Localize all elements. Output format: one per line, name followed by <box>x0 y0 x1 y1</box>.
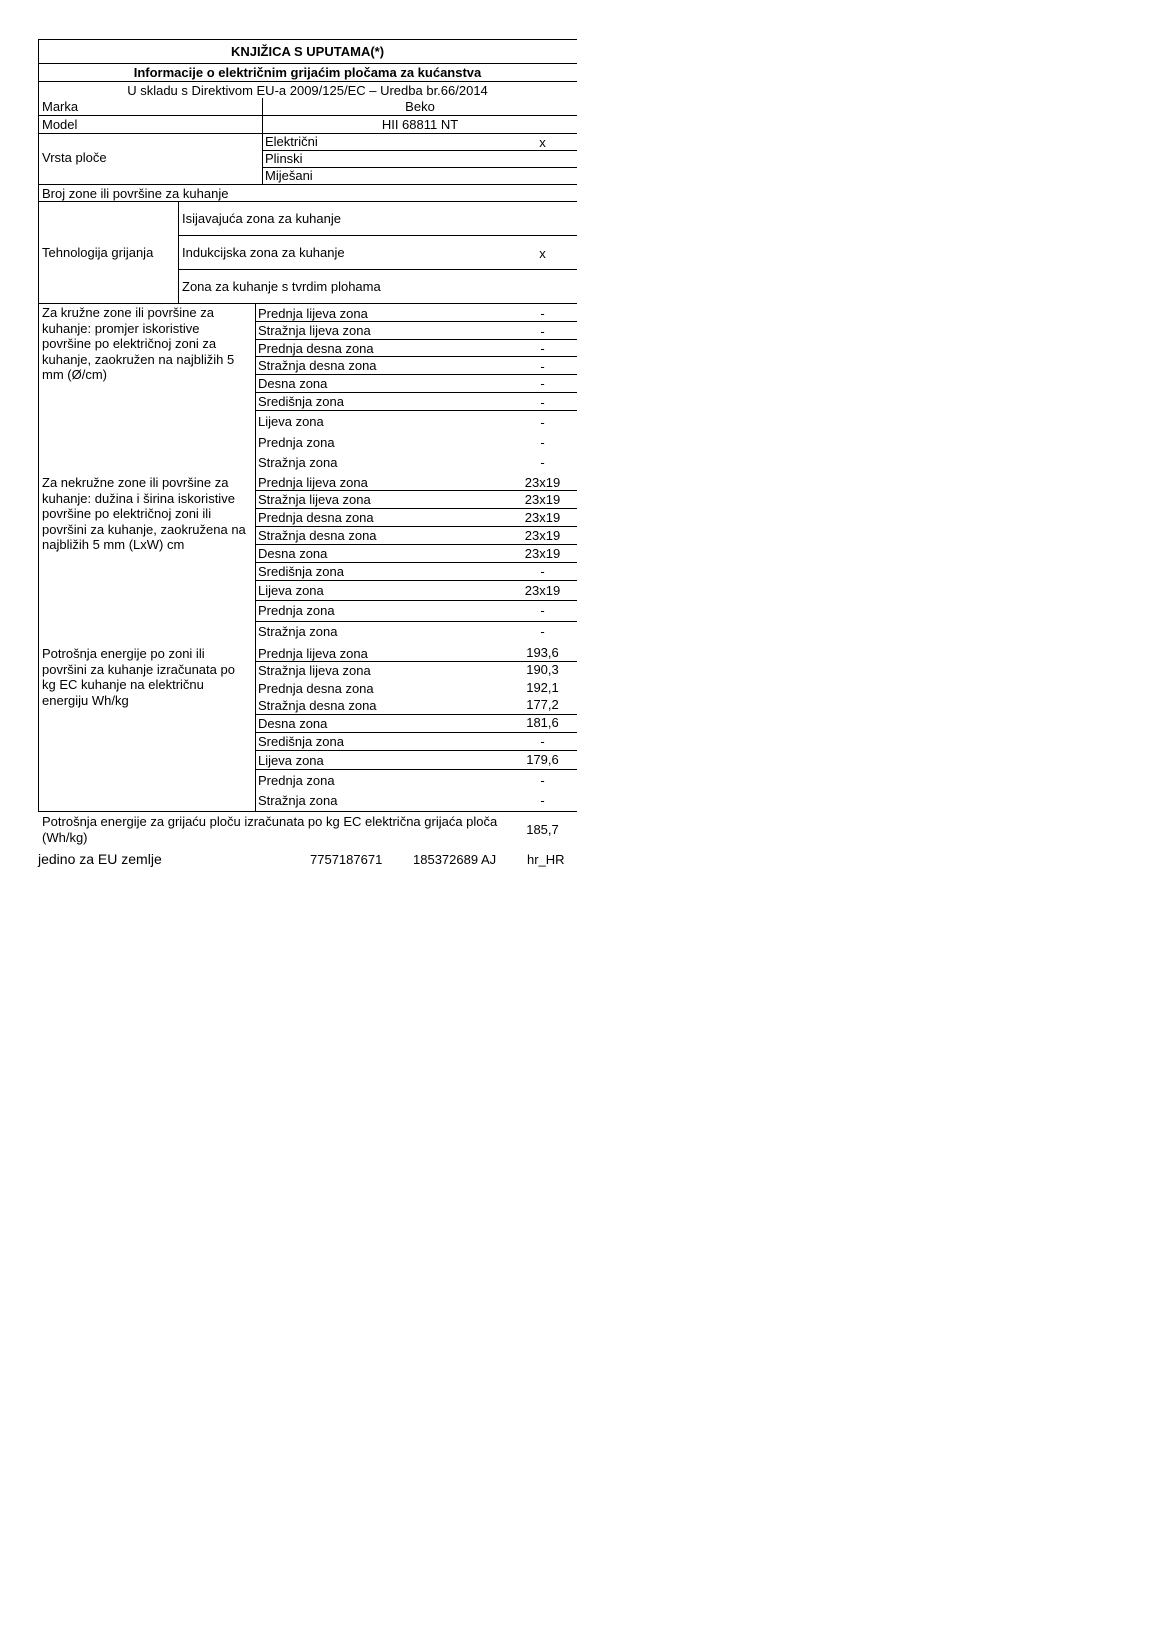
zone-value: 181,6 <box>526 715 559 730</box>
hob-type-label: Vrsta ploče <box>42 150 107 165</box>
zone-name: Desna zona <box>258 546 328 561</box>
rule <box>255 303 256 812</box>
rule <box>255 732 577 733</box>
rule <box>255 580 577 581</box>
rule <box>255 600 577 601</box>
zone-name: Stražnja zona <box>258 624 338 639</box>
zone-name: Stražnja desna zona <box>258 698 377 713</box>
zone-value: - <box>540 435 545 450</box>
rule <box>255 356 577 357</box>
rule <box>178 269 577 270</box>
energy-label: Potrošnja energije po zoni ili površini za kuhanje izračunata po kg EC kuhanje na električnu energiju Wh/kg <box>42 646 235 708</box>
rule <box>178 201 179 303</box>
heating-tech-option: Indukcijska zona za kuhanje <box>182 245 345 260</box>
rule <box>255 562 577 563</box>
zone-name: Prednja lijeva zona <box>258 475 368 490</box>
hob-type-option: Plinski <box>265 151 303 166</box>
zones-count-label: Broj zone ili površine za kuhanje <box>42 186 229 201</box>
zone-name: Stražnja lijeva zona <box>258 663 371 678</box>
rule <box>255 410 577 411</box>
zone-name: Stražnja desna zona <box>258 358 377 373</box>
zone-value: - <box>540 734 545 749</box>
heating-tech-mark: x <box>539 246 546 261</box>
hob-type-option: Električni <box>265 134 318 149</box>
zone-value: 23x19 <box>524 510 561 525</box>
zone-value: - <box>540 306 545 321</box>
model-label: Model <box>42 117 78 132</box>
regulation-reference: U skladu s Direktivom EU-a 2009/125/EC – Uredba br.66/2014 <box>127 83 488 98</box>
zone-name: Prednja desna zona <box>258 681 374 696</box>
zone-value: 23x19 <box>524 475 561 490</box>
zone-value: 192,1 <box>526 680 559 695</box>
rule <box>38 811 577 812</box>
rule <box>38 115 577 116</box>
zone-name: Stražnja desna zona <box>258 528 377 543</box>
rule <box>178 235 577 236</box>
brand-value: Beko <box>405 99 435 114</box>
zone-value: - <box>540 395 545 410</box>
rule <box>255 374 577 375</box>
footer-locale: hr_HR <box>527 852 565 867</box>
rule <box>255 321 577 322</box>
heating-tech-label: Tehnologija grijanja <box>42 245 154 260</box>
zone-name: Desna zona <box>258 376 328 391</box>
zone-value: 23x19 <box>524 583 561 598</box>
total-energy-label: Potrošnja energije za grijaću ploču izračunata po kg EC električna grijaća ploča (Wh/kg) <box>42 814 498 845</box>
hob-type-mark: x <box>539 135 546 150</box>
rule <box>255 621 577 622</box>
zone-value: 177,2 <box>526 697 559 712</box>
zone-name: Lijeva zona <box>258 414 324 429</box>
footer-code: 185372689 AJ <box>413 852 497 867</box>
zone-name: Lijeva zona <box>258 753 324 768</box>
total-energy-value: 185,7 <box>526 822 559 837</box>
hob-type-option: Miješani <box>265 168 313 183</box>
zone-name: Prednja lijeva zona <box>258 306 368 321</box>
zone-name: Stražnja zona <box>258 455 338 470</box>
zone-name: Lijeva zona <box>258 583 324 598</box>
footer-note: jedino za EU zemlje <box>38 851 162 867</box>
rule <box>255 508 577 509</box>
zone-value: - <box>540 415 545 430</box>
rule <box>255 769 577 770</box>
zone-value: 23x19 <box>524 546 561 561</box>
rule <box>262 150 577 151</box>
zone-value: - <box>540 773 545 788</box>
zone-name: Prednja zona <box>258 773 335 788</box>
zone-value: - <box>540 376 545 391</box>
heating-tech-option: Isijavajuća zona za kuhanje <box>182 211 341 226</box>
zone-name: Prednja zona <box>258 603 335 618</box>
zone-value: 193,6 <box>526 645 559 660</box>
rule <box>38 63 577 64</box>
zone-name: Prednja desna zona <box>258 341 374 356</box>
zone-name: Desna zona <box>258 716 328 731</box>
rule <box>38 303 577 304</box>
circular-label: Za kružne zone ili površine za kuhanje: promjer iskoristive površine po električnoj zoni za kuhanje, zaokružen na najbližih 5 mm (Ø/cm) <box>42 305 235 382</box>
zone-value: - <box>540 564 545 579</box>
rule <box>255 339 577 340</box>
zone-value: - <box>540 793 545 808</box>
rule <box>255 392 577 393</box>
zone-name: Stražnja zona <box>258 793 338 808</box>
brand-label: Marka <box>42 99 79 114</box>
zone-value: - <box>540 324 545 339</box>
zone-value: 23x19 <box>524 492 561 507</box>
zone-value: - <box>540 603 545 618</box>
zone-name: Stražnja lijeva zona <box>258 323 371 338</box>
document-subtitle: Informacije o električnim grijaćim pločama za kućanstva <box>133 65 482 80</box>
rule <box>255 544 577 545</box>
zone-value: - <box>540 624 545 639</box>
zone-name: Središnja zona <box>258 564 344 579</box>
rule <box>38 39 39 812</box>
rule <box>38 184 577 185</box>
document-title: KNJIŽICA S UPUTAMA(*) <box>230 44 385 59</box>
zone-value: 190,3 <box>526 662 559 677</box>
model-value: HII 68811 NT <box>381 117 459 132</box>
footer-code: 7757187671 <box>310 852 383 867</box>
noncircular-label: Za nekružne zone ili površine za kuhanje: dužina i širina iskoristive površine po električnoj zoni ili površini za kuhanje, zaokružena na najbližih 5 mm (LxW) cm <box>42 475 246 552</box>
zone-value: - <box>540 359 545 374</box>
zone-name: Središnja zona <box>258 734 344 749</box>
zone-value: 23x19 <box>524 528 561 543</box>
zone-value: 179,6 <box>526 752 559 767</box>
zone-name: Središnja zona <box>258 394 344 409</box>
zone-value: - <box>540 455 545 470</box>
rule <box>255 750 577 751</box>
heating-tech-option: Zona za kuhanje s tvrdim plohama <box>182 279 381 294</box>
zone-name: Stražnja lijeva zona <box>258 492 371 507</box>
zone-name: Prednja desna zona <box>258 510 374 525</box>
rule <box>38 201 577 202</box>
zone-value: - <box>540 341 545 356</box>
rule <box>38 39 577 40</box>
rule <box>38 81 577 82</box>
zone-name: Prednja zona <box>258 435 335 450</box>
zone-name: Prednja lijeva zona <box>258 646 368 661</box>
rule <box>255 526 577 527</box>
rule <box>255 490 577 491</box>
